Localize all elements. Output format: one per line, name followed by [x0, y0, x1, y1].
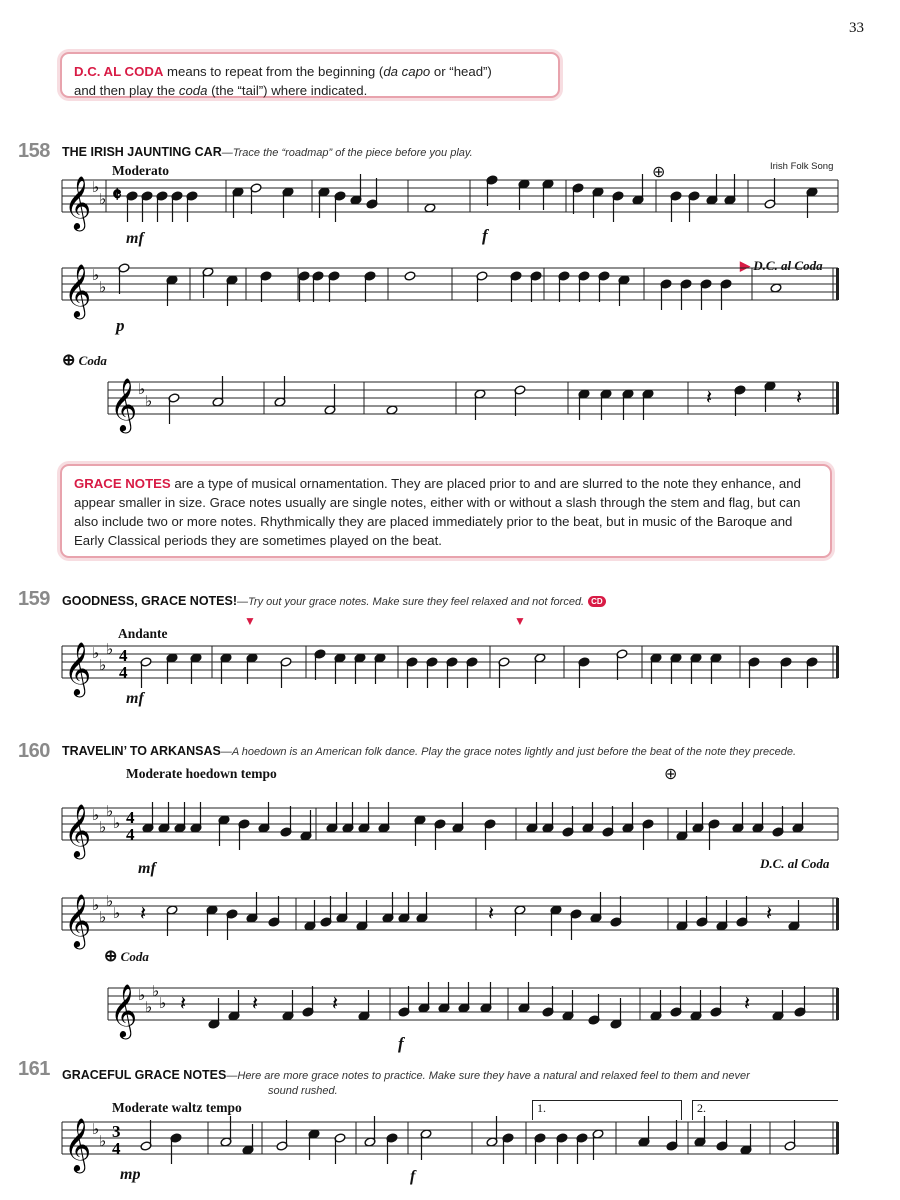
- rest-icon: 𝄽: [252, 991, 259, 1015]
- tempo-marking: Andante: [118, 626, 168, 641]
- note-head: [386, 405, 398, 415]
- dynamic-p: p: [116, 316, 125, 335]
- note-head: [166, 905, 178, 915]
- exercise-title-text: THE IRISH JAUNTING CAR: [62, 145, 222, 159]
- note-head: [141, 191, 153, 201]
- first-ending-label: 1.: [537, 1101, 546, 1115]
- note-head: [282, 187, 294, 197]
- note-head: [788, 921, 800, 931]
- tempo-marking: Moderato: [112, 163, 169, 178]
- time-signature-top: 4: [119, 646, 128, 665]
- note-head: [474, 389, 486, 399]
- note-head: [592, 1129, 604, 1139]
- red-marker-icon: ▼: [244, 614, 256, 628]
- exercise-title-159: [62, 594, 606, 608]
- note-head: [542, 179, 554, 189]
- note-head: [140, 657, 152, 667]
- note-head: [780, 657, 792, 667]
- note-head: [158, 823, 170, 833]
- note-head: [452, 823, 464, 833]
- coda-label-text: Coda: [120, 949, 149, 964]
- note-head: [242, 1145, 254, 1155]
- note-head: [588, 1015, 600, 1025]
- coda-symbol-icon: ⊕: [62, 352, 76, 369]
- dc-text-italic-2: coda: [178, 83, 208, 98]
- flat-sign-icon: ♭: [113, 904, 121, 922]
- note-head: [734, 385, 746, 395]
- final-barline-thick: [836, 268, 839, 300]
- flat-sign-icon: ♭: [92, 896, 100, 914]
- note-head: [518, 1003, 530, 1013]
- note-head: [406, 657, 418, 667]
- red-marker-icon: ▼: [514, 614, 526, 628]
- note-head: [274, 397, 286, 407]
- note-head: [740, 1145, 752, 1155]
- flat-sign-icon: ♭: [106, 640, 114, 658]
- note-head: [736, 917, 748, 927]
- note-head: [446, 657, 458, 667]
- common-time-icon: 𝄵: [112, 182, 122, 207]
- note-head: [302, 1007, 314, 1017]
- note-head: [632, 195, 644, 205]
- rest-icon: 𝄽: [706, 385, 713, 409]
- note-head: [140, 1141, 152, 1151]
- treble-clef-icon: 𝄞: [64, 1117, 92, 1171]
- flat-sign-icon: ♭: [138, 986, 146, 1004]
- note-head: [202, 267, 214, 277]
- note-head: [498, 657, 510, 667]
- final-barline-thick: [836, 988, 839, 1020]
- note-head: [334, 191, 346, 201]
- note-head: [706, 195, 718, 205]
- dc-al-coda-label: [760, 856, 829, 872]
- final-barline-thick: [836, 382, 839, 414]
- note-head: [638, 1137, 650, 1147]
- treble-clef-icon: 𝄞: [64, 893, 92, 947]
- note-head: [334, 1133, 346, 1143]
- page-number: 33: [849, 20, 864, 36]
- note-head: [676, 921, 688, 931]
- note-head: [514, 905, 526, 915]
- dynamic-mf: mf: [138, 860, 156, 877]
- dc-text-1: means to repeat from the beginning (: [163, 64, 384, 79]
- source-label: Irish Folk Song: [770, 161, 834, 172]
- note-head: [602, 827, 614, 837]
- flat-sign-icon: ♭: [113, 814, 121, 832]
- note-head: [510, 271, 522, 281]
- red-arrow-icon: ▶: [740, 258, 750, 273]
- note-head: [280, 827, 292, 837]
- note-head: [358, 823, 370, 833]
- note-head: [218, 815, 230, 825]
- note-head: [530, 271, 542, 281]
- exercise-number-158: 158: [18, 140, 50, 162]
- note-head: [300, 831, 312, 841]
- note-head: [378, 823, 390, 833]
- note-head: [542, 823, 554, 833]
- note-head: [418, 1003, 430, 1013]
- flat-sign-icon: ♭: [152, 982, 160, 1000]
- note-head: [806, 657, 818, 667]
- note-head: [174, 823, 186, 833]
- note-head: [426, 657, 438, 667]
- time-signature-bottom: 4: [112, 1139, 121, 1158]
- coda-symbol-icon: ⊕: [104, 948, 118, 965]
- exercise-title-text: TRAVELIN’ TO ARKANSAS: [62, 744, 221, 758]
- tempo-marking: Moderate waltz tempo: [112, 1100, 242, 1115]
- flat-sign-icon: ♭: [92, 644, 100, 662]
- note-head: [466, 657, 478, 667]
- note-head: [366, 199, 378, 209]
- exercise-description-cont: sound rushed.: [268, 1085, 338, 1097]
- note-head: [676, 831, 688, 841]
- note-head: [126, 191, 138, 201]
- dynamic-f: f: [482, 226, 488, 245]
- flat-sign-icon: ♭: [99, 656, 107, 674]
- note-head: [226, 909, 238, 919]
- note-head: [514, 385, 526, 395]
- exercise-number-160: 160: [18, 740, 50, 762]
- note-head: [166, 653, 178, 663]
- treble-clef-icon: 𝄞: [110, 983, 138, 1037]
- flat-sign-icon: ♭: [99, 818, 107, 836]
- dynamic-mf: mf: [126, 230, 144, 247]
- note-head: [716, 921, 728, 931]
- note-head: [438, 1003, 450, 1013]
- note-head: [328, 271, 340, 281]
- note-head: [694, 1137, 706, 1147]
- note-head: [576, 1133, 588, 1143]
- note-head: [258, 823, 270, 833]
- note-head: [312, 271, 324, 281]
- note-head: [416, 913, 428, 923]
- note-head: [660, 279, 672, 289]
- dynamic-f: f: [398, 1034, 404, 1053]
- note-head: [334, 653, 346, 663]
- note-head: [190, 823, 202, 833]
- treble-clef-icon: 𝄞: [110, 377, 138, 431]
- note-head: [364, 1137, 376, 1147]
- first-ending-bracket: [532, 1100, 682, 1120]
- note-head: [206, 905, 218, 915]
- note-head: [578, 389, 590, 399]
- note-head: [486, 175, 498, 185]
- note-head: [518, 179, 530, 189]
- note-head: [556, 1133, 568, 1143]
- dc-text-4: (the “tail”) where indicated.: [207, 83, 368, 98]
- flat-sign-icon: ♭: [99, 278, 107, 296]
- note-head: [170, 1133, 182, 1143]
- time-signature-bottom: 4: [119, 663, 128, 682]
- note-head: [282, 1011, 294, 1021]
- exercise-title-161: [62, 1068, 750, 1082]
- note-head: [526, 823, 538, 833]
- flat-sign-icon: ♭: [138, 380, 146, 398]
- note-head: [690, 653, 702, 663]
- note-head: [582, 823, 594, 833]
- note-head: [358, 1011, 370, 1021]
- coda-symbol-icon: ⊕: [664, 766, 678, 783]
- treble-clef-icon: 𝄞: [64, 175, 92, 229]
- rest-icon: 𝄽: [180, 991, 187, 1015]
- note-head: [642, 819, 654, 829]
- exercise-title-158: [62, 145, 473, 159]
- note-head: [550, 905, 562, 915]
- note-head: [354, 653, 366, 663]
- note-head: [268, 917, 280, 927]
- note-head: [308, 1129, 320, 1139]
- exercise-number-161: 161: [18, 1058, 50, 1080]
- exercise-description: —A hoedown is an American folk dance. Play the grace notes lightly and just before the beat of the note they precede.: [220, 746, 797, 758]
- note-head: [670, 1007, 682, 1017]
- note-head: [642, 389, 654, 399]
- note-head: [476, 271, 488, 281]
- note-head: [772, 1011, 784, 1021]
- note-head: [458, 1003, 470, 1013]
- note-head: [326, 823, 338, 833]
- note-head: [424, 203, 436, 213]
- note-head: [764, 199, 776, 209]
- grace-notes-text: are a type of musical ornamentation. They are placed prior to and are slurred to the note they enhance, and appear smaller in size. Grace notes usually are single notes, either with or without a slash through the stem and flag, but can also include two or more notes. Rhythmically they are placed immediately prior to the beat, but in music of the Baroque and Early Classical periods they are sometimes played on the beat.: [74, 476, 801, 548]
- note-head: [570, 909, 582, 919]
- note-head: [118, 263, 130, 273]
- note-head: [238, 819, 250, 829]
- note-head: [578, 657, 590, 667]
- note-head: [212, 397, 224, 407]
- note-head: [420, 1129, 432, 1139]
- dynamic-f: f: [410, 1168, 416, 1185]
- exercise-title-text: GOODNESS, GRACE NOTES!: [62, 594, 238, 608]
- note-head: [414, 815, 426, 825]
- note-head: [246, 653, 258, 663]
- note-head: [670, 191, 682, 201]
- note-head: [622, 389, 634, 399]
- note-head: [374, 653, 386, 663]
- dc-text-3: and then play the: [74, 83, 179, 98]
- note-head: [688, 191, 700, 201]
- note-head: [260, 271, 272, 281]
- note-head: [700, 279, 712, 289]
- dc-text-2: or “head”): [430, 64, 492, 79]
- note-head: [342, 823, 354, 833]
- flat-sign-icon: ♭: [106, 892, 114, 910]
- note-head: [186, 191, 198, 201]
- note-head: [590, 913, 602, 923]
- note-head: [720, 279, 732, 289]
- note-head: [314, 649, 326, 659]
- note-head: [142, 823, 154, 833]
- dynamic-mf: mf: [126, 690, 144, 707]
- note-head: [434, 819, 446, 829]
- final-barline-thick: [836, 898, 839, 930]
- note-head: [770, 283, 782, 293]
- note-head: [716, 1141, 728, 1151]
- flat-sign-icon: ♭: [99, 1132, 107, 1150]
- cd-track-icon[interactable]: CD: [588, 596, 606, 607]
- flat-sign-icon: ♭: [92, 266, 100, 284]
- exercise-title-text: GRACEFUL GRACE NOTES: [62, 1068, 227, 1082]
- note-head: [562, 827, 574, 837]
- note-head: [226, 275, 238, 285]
- dynamic-mp: mp: [120, 1166, 141, 1183]
- exercise-description: —Here are more grace notes to practice. Make sure they have a natural and relaxed feel to them and never: [226, 1070, 750, 1082]
- rest-icon: 𝄽: [140, 901, 147, 925]
- flat-sign-icon: ♭: [145, 392, 153, 410]
- note-head: [558, 271, 570, 281]
- flat-sign-icon: ♭: [99, 908, 107, 926]
- note-head: [562, 1011, 574, 1021]
- second-ending-label: 2.: [697, 1101, 706, 1115]
- note-head: [398, 1007, 410, 1017]
- dc-label-text: D.C. al Coda: [760, 856, 830, 871]
- time-signature-top: 3: [112, 1122, 121, 1141]
- rest-icon: 𝄽: [332, 991, 339, 1015]
- note-head: [320, 917, 332, 927]
- flat-sign-icon: ♭: [106, 802, 114, 820]
- flat-sign-icon: ♭: [92, 806, 100, 824]
- grace-notes-term: GRACE NOTES: [74, 476, 171, 491]
- treble-clef-icon: 𝄞: [64, 641, 92, 695]
- dc-al-coda-label: [740, 258, 823, 274]
- note-head: [598, 271, 610, 281]
- coda-label: [62, 350, 107, 370]
- note-head: [502, 1133, 514, 1143]
- note-head: [168, 393, 180, 403]
- grace-notes-info-box: [60, 464, 832, 558]
- note-head: [304, 921, 316, 931]
- note-head: [784, 1141, 796, 1151]
- note-head: [650, 1011, 662, 1021]
- note-head: [534, 1133, 546, 1143]
- note-head: [542, 1007, 554, 1017]
- note-head: [484, 819, 496, 829]
- treble-clef-icon: 𝄞: [64, 803, 92, 857]
- coda-label-text: Coda: [78, 353, 107, 368]
- exercise-description: —Try out your grace notes. Make sure they feel relaxed and not forced.: [237, 596, 585, 608]
- note-head: [190, 653, 202, 663]
- note-head: [748, 657, 760, 667]
- flat-sign-icon: ♭: [159, 994, 167, 1012]
- exercise-title-160: [62, 744, 796, 758]
- note-head: [246, 913, 258, 923]
- note-head: [710, 1007, 722, 1017]
- note-head: [364, 271, 376, 281]
- treble-clef-icon: 𝄞: [64, 263, 92, 317]
- coda-symbol-icon: ⊕: [652, 164, 666, 181]
- note-head: [592, 187, 604, 197]
- note-head: [578, 271, 590, 281]
- note-head: [250, 183, 262, 193]
- note-head: [666, 1141, 678, 1151]
- note-head: [572, 183, 584, 193]
- note-head: [612, 191, 624, 201]
- note-head: [696, 917, 708, 927]
- time-signature-top: 4: [126, 808, 135, 827]
- flat-sign-icon: ♭: [145, 998, 153, 1016]
- note-head: [386, 1133, 398, 1143]
- dc-al-coda-info-box: [60, 52, 560, 98]
- note-head: [318, 187, 330, 197]
- rest-icon: 𝄽: [796, 385, 803, 409]
- rest-icon: 𝄽: [766, 901, 773, 925]
- note-head: [752, 823, 764, 833]
- dc-label-text: D.C. al Coda: [753, 258, 823, 273]
- final-barline-thick: [836, 646, 839, 678]
- note-head: [670, 653, 682, 663]
- note-head: [208, 1019, 220, 1029]
- note-head: [220, 653, 232, 663]
- note-head: [336, 913, 348, 923]
- note-head: [534, 653, 546, 663]
- note-head: [220, 1137, 232, 1147]
- note-head: [280, 657, 292, 667]
- flat-sign-icon: ♭: [92, 1120, 100, 1138]
- note-head: [610, 917, 622, 927]
- dc-text-italic-1: da capo: [383, 64, 431, 79]
- note-head: [622, 823, 634, 833]
- note-head: [690, 1011, 702, 1021]
- note-head: [772, 827, 784, 837]
- note-head: [710, 653, 722, 663]
- note-head: [794, 1007, 806, 1017]
- note-head: [398, 913, 410, 923]
- note-head: [171, 191, 183, 201]
- tempo-marking: Moderate hoedown tempo: [126, 766, 277, 781]
- note-head: [618, 275, 630, 285]
- final-barline-thick: [836, 1122, 839, 1154]
- second-ending-bracket: [692, 1100, 838, 1120]
- rest-icon: 𝄽: [488, 901, 495, 925]
- note-head: [486, 1137, 498, 1147]
- note-head: [708, 819, 720, 829]
- note-head: [724, 195, 736, 205]
- flat-sign-icon: ♭: [99, 190, 107, 208]
- note-head: [616, 649, 628, 659]
- coda-label: [104, 946, 149, 966]
- note-head: [792, 823, 804, 833]
- note-head: [650, 653, 662, 663]
- flat-sign-icon: ♭: [92, 178, 100, 196]
- note-head: [324, 405, 336, 415]
- rest-icon: 𝄽: [744, 991, 751, 1015]
- note-head: [350, 195, 362, 205]
- note-head: [166, 275, 178, 285]
- note-head: [610, 1019, 622, 1029]
- note-head: [298, 271, 310, 281]
- note-head: [732, 823, 744, 833]
- note-head: [600, 389, 612, 399]
- note-head: [764, 381, 776, 391]
- exercise-number-159: 159: [18, 588, 50, 610]
- note-head: [276, 1141, 288, 1151]
- note-head: [356, 921, 368, 931]
- exercise-description: —Trace the “roadmap” of the piece before you play.: [221, 147, 473, 159]
- dc-al-coda-term: D.C. AL CODA: [74, 64, 164, 79]
- time-signature-bottom: 4: [126, 825, 135, 844]
- note-head: [232, 187, 244, 197]
- note-head: [480, 1003, 492, 1013]
- note-head: [806, 187, 818, 197]
- note-head: [680, 279, 692, 289]
- note-head: [156, 191, 168, 201]
- note-head: [382, 913, 394, 923]
- note-head: [228, 1011, 240, 1021]
- note-head: [692, 823, 704, 833]
- note-head: [404, 271, 416, 281]
